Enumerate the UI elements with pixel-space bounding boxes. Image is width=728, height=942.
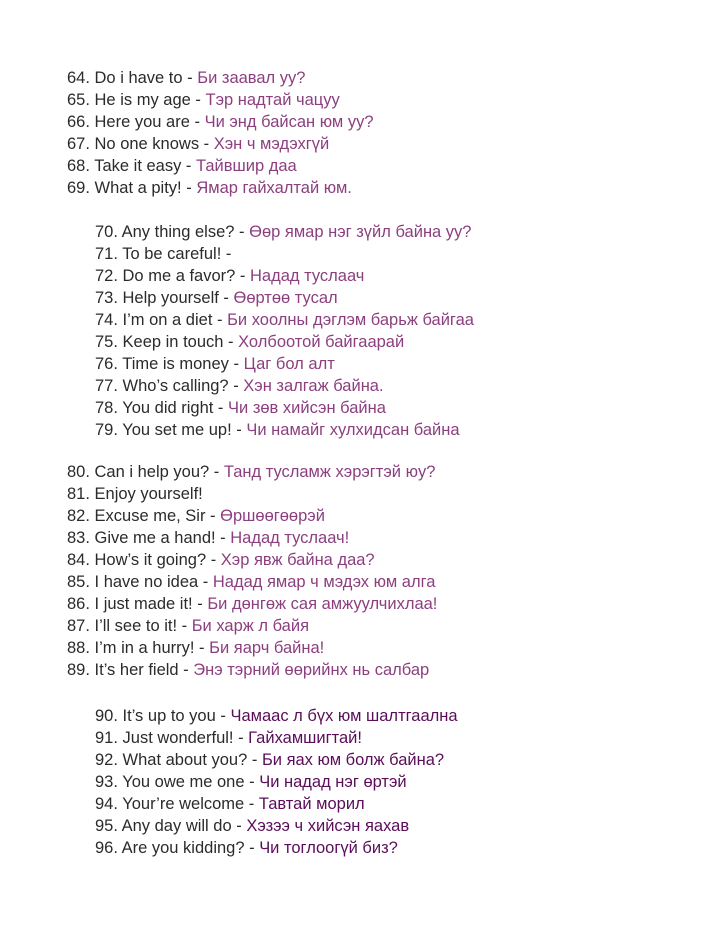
phrase-line xyxy=(95,221,474,243)
phrase-english: 96. Are you kidding? - xyxy=(95,839,260,857)
phrase-english: 83. Give me a hand! - xyxy=(67,529,231,547)
phrase-english: 73. Help yourself - xyxy=(95,289,234,307)
phrase-mongolian: Би хоолны дэглэм барьж байгаа xyxy=(227,311,474,329)
phrase-english: 68. Take it easy - xyxy=(67,157,197,175)
phrase-english: 65. He is my age - xyxy=(67,91,206,109)
phrase-english: 94. Your’re welcome - xyxy=(95,795,259,813)
phrase-mongolian: Өөртөө тусал xyxy=(233,289,338,307)
phrase-english: 66. Here you are - xyxy=(67,113,205,131)
phrase-mongolian: Надад туслаач xyxy=(250,267,365,285)
phrase-mongolian: Чи энд байсан юм уу? xyxy=(204,113,374,131)
phrase-english: 78. You did right - xyxy=(95,399,229,417)
phrase-mongolian: Өөр ямар нэг зүйл байна уу? xyxy=(249,223,472,241)
phrase-line xyxy=(95,375,474,397)
phrase-english: 75. Keep in touch - xyxy=(95,333,239,351)
phrase-line xyxy=(95,353,474,375)
phrase-english: 93. You owe me one - xyxy=(95,773,260,791)
phrase-line xyxy=(95,749,458,771)
phrase-line xyxy=(67,177,374,199)
phrase-line xyxy=(67,155,374,177)
phrase-line xyxy=(95,309,474,331)
phrase-english: 89. It’s her field - xyxy=(67,661,194,679)
phrase-english: 87. I’ll see to it! - xyxy=(67,617,192,635)
phrase-line xyxy=(95,727,458,749)
phrase-mongolian: Би дөнгөж сая амжуулчихлаа! xyxy=(207,595,438,613)
phrase-english: 80. Can i help you? - xyxy=(67,463,224,481)
phrase-mongolian: Тавтай морил xyxy=(258,795,365,813)
phrase-mongolian: Хэн залгаж байна. xyxy=(243,377,384,395)
phrase-mongolian: Хэр явж байна даа? xyxy=(220,551,375,569)
phrase-english: 71. To be careful! - xyxy=(95,245,232,263)
phrase-line xyxy=(67,89,374,111)
phrase-line xyxy=(95,771,458,793)
phrase-line xyxy=(95,265,474,287)
phrase-mongolian: Энэ тэрний өөрийнх нь салбар xyxy=(193,661,430,679)
phrase-mongolian: Би харж л байя xyxy=(191,617,309,635)
phrase-mongolian: Тайвшир даа xyxy=(196,157,297,175)
phrase-mongolian: Цаг бол алт xyxy=(243,355,335,373)
phrase-line xyxy=(95,793,458,815)
phrase-english: 81. Enjoy yourself! xyxy=(67,485,203,503)
phrase-english: 76. Time is money - xyxy=(95,355,244,373)
phrase-english: 67. No one knows - xyxy=(67,135,214,153)
phrase-mongolian: Ямар гайхалтай юм. xyxy=(196,179,352,197)
phrase-line xyxy=(95,705,458,727)
phrase-english: 91. Just wonderful! - xyxy=(95,729,249,747)
phrase-mongolian: Холбоотой байгаарай xyxy=(238,333,405,351)
phrase-mongolian: Чи зөв хийсэн байна xyxy=(228,399,386,417)
phrase-english: 84. How’s it going? - xyxy=(67,551,221,569)
phrase-mongolian: Өршөөгөөрэй xyxy=(220,507,325,525)
phrase-english: 86. I just made it! - xyxy=(67,595,208,613)
phrase-line xyxy=(95,397,474,419)
phrase-english: 70. Any thing else? - xyxy=(95,223,250,241)
phrase-line xyxy=(95,815,458,837)
phrase-mongolian: Би яарч байна! xyxy=(209,639,325,657)
phrase-english: 77. Who’s calling? - xyxy=(95,377,244,395)
phrase-line xyxy=(67,527,437,549)
phrase-english: 92. What about you? - xyxy=(95,751,262,769)
phrase-english: 90. It’s up to you - xyxy=(95,707,231,725)
phrase-english: 88. I’m in a hurry! - xyxy=(67,639,210,657)
phrase-mongolian: Танд тусламж хэрэгтэй юу? xyxy=(223,463,436,481)
phrase-line xyxy=(67,133,374,155)
phrase-line xyxy=(67,505,437,527)
phrase-line xyxy=(95,287,474,309)
phrase-mongolian: Би яах юм болж байна? xyxy=(261,751,445,769)
phrase-line xyxy=(67,483,437,505)
phrase-line xyxy=(67,637,437,659)
phrase-line xyxy=(95,243,474,265)
phrase-mongolian: Хэн ч мэдэхгүй xyxy=(213,135,330,153)
phrase-mongolian: Чи надад нэг өртэй xyxy=(259,773,407,791)
phrase-line xyxy=(95,837,458,859)
phrase-mongolian: Чи намайг хулхидсан байна xyxy=(246,421,460,439)
phrase-line xyxy=(67,549,437,571)
phrase-block-80-89 xyxy=(67,461,437,681)
phrase-mongolian: Би заавал уу? xyxy=(197,69,306,87)
phrase-line xyxy=(67,571,437,593)
phrase-line xyxy=(67,593,437,615)
phrase-line xyxy=(67,67,374,89)
phrase-block-90-96 xyxy=(95,705,458,859)
phrase-english: 85. I have no idea - xyxy=(67,573,213,591)
phrase-mongolian: Надад туслаач! xyxy=(230,529,350,547)
phrase-english: 72. Do me a favor? - xyxy=(95,267,250,285)
phrase-english: 82. Excuse me, Sir - xyxy=(67,507,221,525)
phrase-line xyxy=(67,659,437,681)
phrase-line xyxy=(67,111,374,133)
phrase-english: 69. What a pity! - xyxy=(67,179,197,197)
phrase-line xyxy=(67,615,437,637)
phrase-english: 95. Any day will do - xyxy=(95,817,247,835)
phrase-english: 74. I’m on a diet - xyxy=(95,311,228,329)
phrase-block-70-79 xyxy=(95,221,474,441)
phrase-line xyxy=(95,419,474,441)
phrase-mongolian: Чамаас л бүх юм шалтгаална xyxy=(230,707,458,725)
phrase-mongolian: Гайхамшигтай! xyxy=(248,729,362,747)
phrase-mongolian: Тэр надтай чацуу xyxy=(205,91,340,109)
phrase-mongolian: Надад ямар ч мэдэх юм алга xyxy=(212,573,436,591)
phrase-mongolian: Чи тоглоогүй биз? xyxy=(259,839,398,857)
phrase-line xyxy=(67,461,437,483)
phrase-mongolian: Хэзээ ч хийсэн яахав xyxy=(246,817,410,835)
phrase-english: 64. Do i have to - xyxy=(67,69,198,87)
phrase-english: 79. You set me up! - xyxy=(95,421,247,439)
phrase-block-64-69 xyxy=(67,67,374,199)
phrase-line xyxy=(95,331,474,353)
